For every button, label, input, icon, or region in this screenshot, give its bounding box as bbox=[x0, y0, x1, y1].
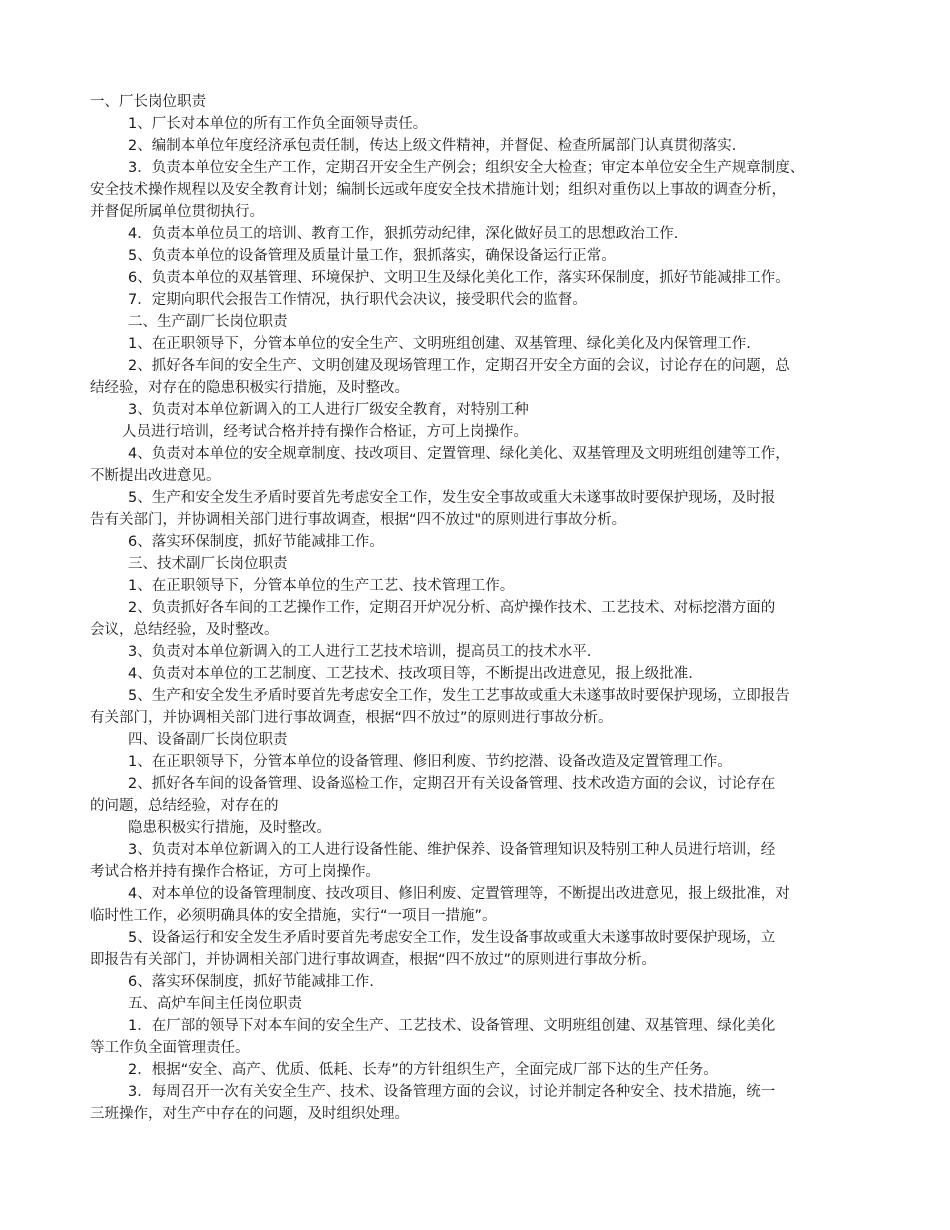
paragraph-line: 3、负责对本单位新调入的工人进行设备性能、维护保养、设备管理知识及特别工种人员进行培训，经 bbox=[128, 842, 776, 858]
paragraph-line: 4、对本单位的设备管理制度、技改项目、修旧利废、定置管理等，不断提出改进意见，报上级批准，对 bbox=[128, 886, 790, 902]
paragraph-line: 1、在正职领导下，分管本单位的生产工艺、技术管理工作。 bbox=[128, 578, 515, 594]
paragraph-line: 3、负责对本单位新调入的工人进行厂级安全教育，对特别工种 bbox=[128, 402, 529, 418]
document-page bbox=[90, 91, 860, 1125]
paragraph-line: 安全技术操作规程以及安全教育计划；编制长远或年度安全技术措施计划；组织对重伤以上事故的调查分析， bbox=[90, 182, 786, 198]
paragraph-line: 3．每周召开一次有关安全生产、技术、设备管理方面的会议，讨论并制定各种安全、技术措施，统一 bbox=[128, 1084, 776, 1100]
paragraph-line: 6、负责本单位的双基管理、环境保护、文明卫生及绿化美化工作，落实环保制度，抓好节能减排工作。 bbox=[128, 270, 790, 286]
paragraph-line: 考试合格并持有操作合格证，方可上岗操作。 bbox=[90, 864, 380, 880]
paragraph-line: 5、设备运行和安全发生矛盾时要首先考虑安全工作，发生设备事故或重大未遂事故时要保护现场，立 bbox=[128, 930, 776, 946]
paragraph-line: 告有关部门，并协调相关部门进行事故调查，根据“四不放过"的原则进行事故分析。 bbox=[90, 512, 627, 528]
section-heading-2: 二、生产副厂长岗位职责 bbox=[128, 314, 288, 330]
paragraph-line: 结经验，对存在的隐患积极实行措施，及时整改。 bbox=[90, 380, 409, 396]
paragraph-line: 2．根据“安全、高产、优质、低耗、长寿”的方针组织生产，全面完成厂部下达的生产任务。 bbox=[128, 1062, 718, 1078]
paragraph-line: 2、编制本单位年度经济承包责任制，传达上级文件精神，并督促、检查所属部门认真贯彻落实. bbox=[128, 138, 737, 154]
paragraph-line: 等工作负全面管理责任。 bbox=[90, 1040, 250, 1056]
paragraph-line: 的问题，总结经验，对存在的 bbox=[90, 798, 279, 814]
paragraph-line: 7．定期向职代会报告工作情况，执行职代会决议，接受职代会的监督。 bbox=[128, 292, 587, 308]
paragraph-line: 1、在正职领导下，分管本单位的安全生产、文明班组创建、双基管理、绿化美化及内保管理工作. bbox=[128, 336, 751, 352]
paragraph-line: 3．负责本单位安全生产工作，定期召开安全生产例会；组织安全大检查；审定本单位安全生产规章制度、 bbox=[128, 160, 805, 176]
paragraph-line: 会议，总结经验，及时整改。 bbox=[90, 622, 279, 638]
paragraph-line: 2、负责抓好各车间的工艺操作工作，定期召开炉况分析、高炉操作技术、工艺技术、对标挖潜方面的 bbox=[128, 600, 776, 616]
section-heading-5: 五、高炉车间主任岗位职责 bbox=[128, 996, 302, 1012]
paragraph-line: 三班操作，对生产中存在的问题，及时组织处理。 bbox=[90, 1106, 409, 1122]
paragraph-line: 隐患积极实行措施，及时整改。 bbox=[128, 820, 331, 836]
paragraph-line: 6、落实环保制度，抓好节能减排工作. bbox=[128, 974, 374, 990]
paragraph-line: 5、生产和安全发生矛盾时要首先考虑安全工作，发生工艺事故或重大未遂事故时要保护现场，立即报告 bbox=[128, 688, 790, 704]
paragraph-line: 3、负责对本单位新调入的工人进行工艺技术培训，提高员工的技术水平. bbox=[128, 644, 592, 660]
paragraph-line: 并督促所属单位贯彻执行。 bbox=[90, 204, 264, 220]
paragraph-line: 6、落实环保制度，抓好节能减排工作。 bbox=[128, 534, 384, 550]
paragraph-line: 人员进行培训，经考试合格并持有操作合格证，方可上岗操作。 bbox=[122, 424, 528, 440]
paragraph-line: 1．在厂部的领导下对本车间的安全生产、工艺技术、设备管理、文明班组创建、双基管理、绿化美化 bbox=[128, 1018, 776, 1034]
section-heading-4: 四、设备副厂长岗位职责 bbox=[128, 732, 288, 748]
paragraph-line: 1、在正职领导下，分管本单位的设备管理、修旧利废、节约挖潜、设备改造及定置管理工作。 bbox=[128, 754, 732, 770]
paragraph-line: 2、抓好各车间的安全生产、文明创建及现场管理工作，定期召开安全方面的会议，讨论存在的问题，总 bbox=[128, 358, 790, 374]
section-heading-3: 三、技术副厂长岗位职责 bbox=[128, 556, 288, 572]
section-heading-1: 一、厂长岗位职责 bbox=[90, 94, 206, 110]
paragraph-line: 4、负责对本单位的安全规章制度、技改项目、定置管理、绿化美化、双基管理及文明班组创建等工作， bbox=[128, 446, 790, 462]
paragraph-line: 1、厂长对本单位的所有工作负全面领导责任。 bbox=[128, 116, 428, 132]
paragraph-line: 4、负责对本单位的工艺制度、工艺技术、技改项目等，不断提出改进意见，报上级批准. bbox=[128, 666, 693, 682]
paragraph-line: 不断提出改进意见。 bbox=[90, 468, 221, 484]
paragraph-line: 5、负责本单位的设备管理及质量计量工作，狠抓落实，确保设备运行正常。 bbox=[128, 248, 616, 264]
paragraph-line: 2、抓好各车间的设备管理、设备巡检工作，定期召开有关设备管理、技术改造方面的会议，讨论存在 bbox=[128, 776, 776, 792]
paragraph-line: 即报告有关部门，并协调相关部门进行事故调查，根据“四不放过”的原则进行事故分析。 bbox=[90, 952, 657, 968]
paragraph-line: 4．负责本单位员工的培训、教育工作，狠抓劳动纪律，深化做好员工的思想政治工作. bbox=[128, 226, 679, 242]
paragraph-line: 5、生产和安全发生矛盾时要首先考虑安全工作，发生安全事故或重大未遂事故时要保护现场，及时报 bbox=[128, 490, 776, 506]
paragraph-line: 有关部门，并协调相关部门进行事故调查，根据“四不放过”的原则进行事故分析。 bbox=[90, 710, 613, 726]
paragraph-line: 临时性工作，必须明确具体的安全措施，实行“一项目一措施”。 bbox=[90, 908, 497, 924]
